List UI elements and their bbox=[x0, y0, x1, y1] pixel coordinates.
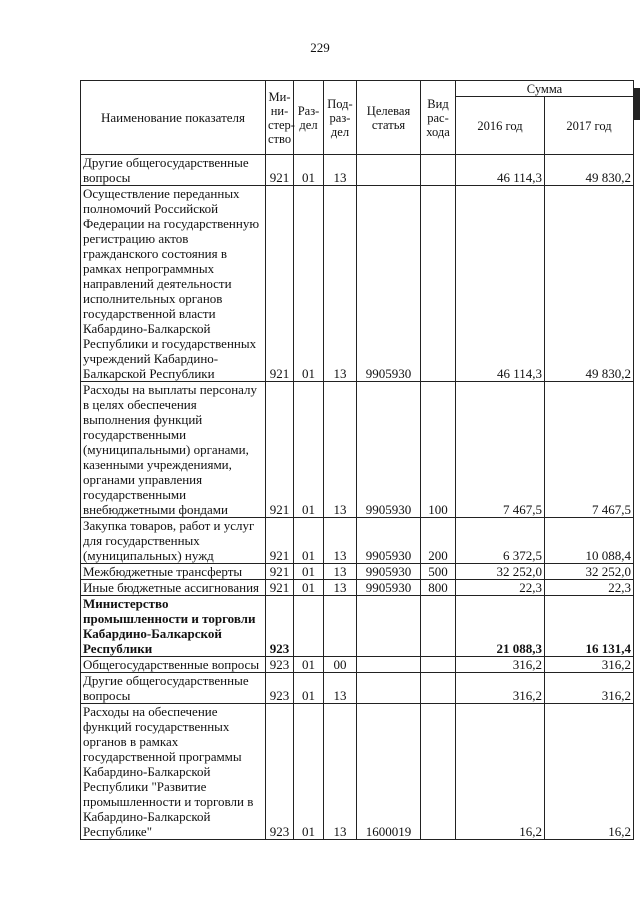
cell-target bbox=[357, 657, 421, 673]
table-row bbox=[81, 580, 634, 596]
cell-expense-type bbox=[421, 673, 456, 704]
cell-ministry: 921 bbox=[266, 518, 294, 564]
cell-target bbox=[357, 155, 421, 186]
cell-section: 01 bbox=[294, 155, 324, 186]
cell-amount-2016: 7 467,5 bbox=[456, 382, 545, 518]
cell-target: 9905930 bbox=[357, 186, 421, 382]
cell-name: Межбюджетные трансферты bbox=[81, 564, 266, 580]
cell-name: Иные бюджетные ассигнования bbox=[81, 580, 266, 596]
table-row bbox=[81, 186, 634, 382]
header-year-2017: 2017 год bbox=[545, 97, 634, 155]
table-row bbox=[81, 673, 634, 704]
cell-target: 9905930 bbox=[357, 580, 421, 596]
cell-section: 01 bbox=[294, 564, 324, 580]
table-row bbox=[81, 657, 634, 673]
cell-amount-2017: 49 830,2 bbox=[545, 186, 634, 382]
cell-target bbox=[357, 673, 421, 704]
header-subsection: Под- раз- дел bbox=[324, 81, 357, 155]
cell-amount-2016: 32 252,0 bbox=[456, 564, 545, 580]
cell-amount-2016: 316,2 bbox=[456, 673, 545, 704]
cell-expense-type bbox=[421, 704, 456, 840]
cell-name: Другие общегосударственные вопросы bbox=[81, 155, 266, 186]
cell-expense-type bbox=[421, 186, 456, 382]
cell-amount-2017: 316,2 bbox=[545, 657, 634, 673]
cell-expense-type bbox=[421, 657, 456, 673]
cell-amount-2016: 46 114,3 bbox=[456, 186, 545, 382]
cell-amount-2016: 316,2 bbox=[456, 657, 545, 673]
cell-subsection: 13 bbox=[324, 518, 357, 564]
scan-edge-mark bbox=[633, 88, 640, 120]
cell-amount-2016: 16,2 bbox=[456, 704, 545, 840]
cell-amount-2016: 6 372,5 bbox=[456, 518, 545, 564]
cell-amount-2017: 16 131,4 bbox=[545, 596, 634, 657]
cell-expense-type: 200 bbox=[421, 518, 456, 564]
cell-subsection: 13 bbox=[324, 382, 357, 518]
cell-target bbox=[357, 596, 421, 657]
table-row bbox=[81, 564, 634, 580]
cell-subsection: 13 bbox=[324, 564, 357, 580]
cell-amount-2017: 7 467,5 bbox=[545, 382, 634, 518]
cell-amount-2016: 21 088,3 bbox=[456, 596, 545, 657]
cell-name: Общегосударственные вопросы bbox=[81, 657, 266, 673]
cell-ministry: 923 bbox=[266, 596, 294, 657]
cell-amount-2017: 316,2 bbox=[545, 673, 634, 704]
cell-section: 01 bbox=[294, 518, 324, 564]
cell-section: 01 bbox=[294, 673, 324, 704]
table-row bbox=[81, 155, 634, 186]
cell-ministry: 923 bbox=[266, 673, 294, 704]
cell-ministry: 921 bbox=[266, 580, 294, 596]
table-row bbox=[81, 382, 634, 518]
header-sum: Сумма bbox=[456, 81, 634, 97]
cell-subsection: 13 bbox=[324, 155, 357, 186]
cell-name: Министерство промышленности и торговли Кабардино-Балкарской Республики bbox=[81, 596, 266, 657]
cell-subsection: 13 bbox=[324, 186, 357, 382]
table-body bbox=[81, 155, 634, 840]
cell-amount-2017: 49 830,2 bbox=[545, 155, 634, 186]
header-name: Наименование показателя bbox=[81, 81, 266, 155]
cell-amount-2016: 46 114,3 bbox=[456, 155, 545, 186]
cell-name: Другие общегосударственные вопросы bbox=[81, 673, 266, 704]
cell-ministry: 921 bbox=[266, 564, 294, 580]
cell-ministry: 921 bbox=[266, 186, 294, 382]
cell-section bbox=[294, 596, 324, 657]
cell-ministry: 923 bbox=[266, 704, 294, 840]
cell-name: Закупка товаров, работ и услуг для государственных (муниципальных) нужд bbox=[81, 518, 266, 564]
cell-expense-type: 500 bbox=[421, 564, 456, 580]
budget-table bbox=[80, 80, 634, 840]
header-section: Раз- дел bbox=[294, 81, 324, 155]
cell-amount-2016: 22,3 bbox=[456, 580, 545, 596]
table-row bbox=[81, 704, 634, 840]
cell-subsection: 13 bbox=[324, 673, 357, 704]
cell-expense-type bbox=[421, 596, 456, 657]
cell-section: 01 bbox=[294, 704, 324, 840]
header-year-2016: 2016 год bbox=[456, 97, 545, 155]
cell-amount-2017: 32 252,0 bbox=[545, 564, 634, 580]
cell-ministry: 921 bbox=[266, 382, 294, 518]
cell-subsection: 13 bbox=[324, 704, 357, 840]
cell-section: 01 bbox=[294, 186, 324, 382]
cell-target: 9905930 bbox=[357, 518, 421, 564]
header-target: Целевая статья bbox=[357, 81, 421, 155]
cell-target: 9905930 bbox=[357, 564, 421, 580]
table-header bbox=[81, 81, 634, 155]
cell-expense-type: 100 bbox=[421, 382, 456, 518]
cell-subsection bbox=[324, 596, 357, 657]
cell-name: Расходы на обеспечение функций государственных органов в рамках государственной программы Кабардино-Балкарской Республики "Развитие промышленности и торговли в Кабардино-Балкарской Республике" bbox=[81, 704, 266, 840]
cell-ministry: 921 bbox=[266, 155, 294, 186]
cell-subsection: 13 bbox=[324, 580, 357, 596]
cell-expense-type bbox=[421, 155, 456, 186]
cell-ministry: 923 bbox=[266, 657, 294, 673]
page-number: 229 bbox=[310, 40, 330, 55]
cell-target: 1600019 bbox=[357, 704, 421, 840]
cell-amount-2017: 16,2 bbox=[545, 704, 634, 840]
header-expense-type: Вид рас- хода bbox=[421, 81, 456, 155]
cell-section: 01 bbox=[294, 580, 324, 596]
cell-subsection: 00 bbox=[324, 657, 357, 673]
cell-section: 01 bbox=[294, 382, 324, 518]
table-row bbox=[81, 518, 634, 564]
cell-name: Расходы на выплаты персоналу в целях обеспечения выполнения функций государственными (муниципальными) органами, казенными учреждениями, органами управления государственными внебюджетными фондами bbox=[81, 382, 266, 518]
cell-expense-type: 800 bbox=[421, 580, 456, 596]
table-row bbox=[81, 596, 634, 657]
cell-target: 9905930 bbox=[357, 382, 421, 518]
cell-section: 01 bbox=[294, 657, 324, 673]
header-ministry: Ми- ни- стер- ство bbox=[266, 81, 294, 155]
cell-amount-2017: 22,3 bbox=[545, 580, 634, 596]
cell-name: Осуществление переданных полномочий Российской Федерации на государственную регистрацию актов гражданского состояния в рамках непрограммных направлений деятельности исполнительных органов государственной власти Кабардино-Балкарской Республики и государственных учреждений Кабардино-Балкарской Республики bbox=[81, 186, 266, 382]
cell-amount-2017: 10 088,4 bbox=[545, 518, 634, 564]
